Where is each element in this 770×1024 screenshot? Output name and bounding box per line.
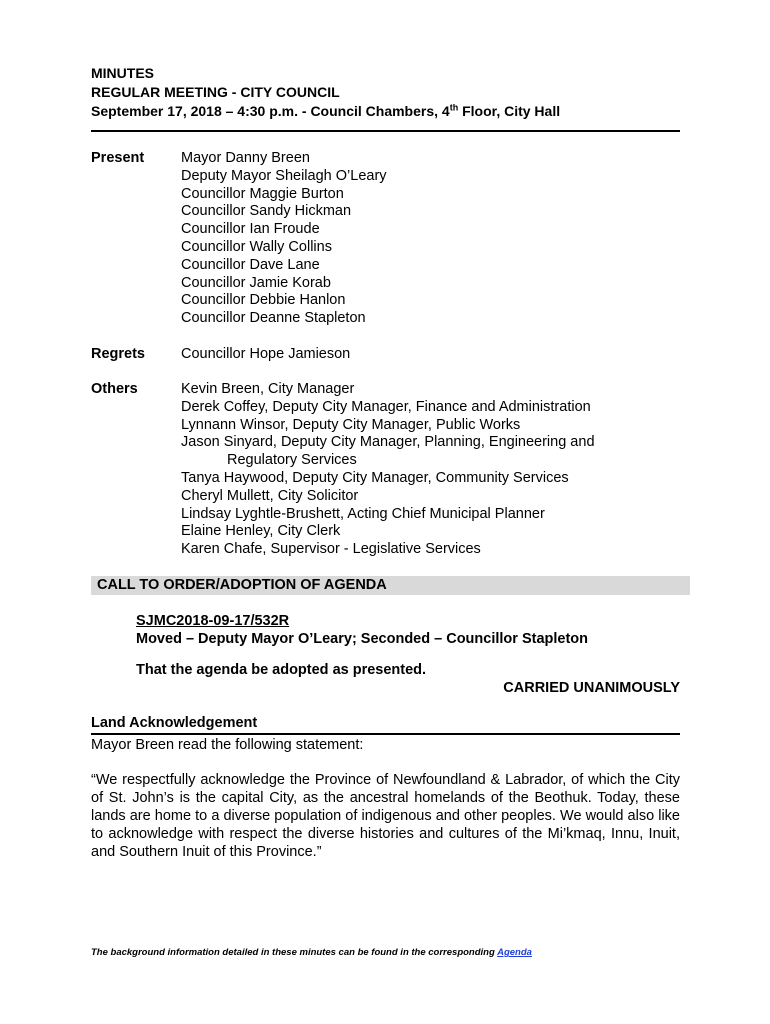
list-item: Tanya Haywood, Deputy City Manager, Community Services <box>181 469 569 486</box>
list-item: Councillor Wally Collins <box>181 238 332 255</box>
list-item: Karen Chafe, Supervisor - Legislative Services <box>181 541 481 558</box>
list-item: Kevin Breen, City Manager <box>181 381 355 397</box>
list-item: Councillor Sandy Hickman <box>181 203 352 220</box>
list-item: Councillor Dave Lane <box>181 256 320 273</box>
others-list <box>181 381 661 559</box>
regrets-list <box>181 346 661 364</box>
motion-id: SJMC2018-09-17/532R <box>136 613 290 629</box>
header-title: MINUTES <box>91 65 154 81</box>
document-header <box>91 64 560 121</box>
list-item: Councillor Ian Froude <box>181 221 320 238</box>
land-acknowledgement-lead: Mayor Breen read the following statement: <box>91 737 364 753</box>
list-item: Lindsay Lyghtle-Brushett, Acting Chief Municipal Planner <box>181 505 545 522</box>
list-item: Councillor Debbie Hanlon <box>181 292 346 309</box>
list-item: Deputy Mayor Sheilagh O’Leary <box>181 167 387 184</box>
motion-moved-seconded: Moved – Deputy Mayor O’Leary; Seconded – Councillor Stapleton <box>136 631 588 647</box>
land-acknowledgement-divider <box>91 733 680 735</box>
header-ordinal: th <box>449 102 459 113</box>
list-item: Lynnann Winsor, Deputy City Manager, Public Works <box>181 416 521 433</box>
list-item: Councillor Hope Jamieson <box>181 346 351 362</box>
header-date-location <box>91 102 560 121</box>
header-meeting-type: REGULAR MEETING - CITY COUNCIL <box>91 84 340 100</box>
land-acknowledgement-title: Land Acknowledgement <box>91 715 258 731</box>
present-list <box>181 150 661 328</box>
list-item: Councillor Maggie Burton <box>181 185 344 202</box>
list-item: Councillor Deanne Stapleton <box>181 310 366 327</box>
list-item: Elaine Henley, City Clerk <box>181 523 341 540</box>
motion-result: CARRIED UNANIMOUSLY <box>503 680 680 696</box>
others-label: Others <box>91 381 138 397</box>
call-to-order-title: CALL TO ORDER/ADOPTION OF AGENDA <box>97 577 387 593</box>
list-item: Mayor Danny Breen <box>181 150 310 166</box>
call-to-order-heading <box>91 576 690 595</box>
list-item: Cheryl Mullett, City Solicitor <box>181 487 359 504</box>
header-date-part1: September 17, 2018 – 4:30 p.m. - Council Chambers, 4 <box>91 103 450 119</box>
header-divider <box>91 130 680 132</box>
header-date-part2: Floor, City Hall <box>458 103 561 119</box>
footer-text: The background information detailed in these minutes can be found in the corresponding <box>91 947 498 958</box>
present-label: Present <box>91 150 145 166</box>
land-acknowledgement-statement: “We respectfully acknowledge the Province of Newfoundland & Labrador, of which the City of St. John’s is the capital City, as the ancestral homelands of the Beothuk. Today, these lands are home to a diverse population of indigenous and other peoples. We would also like to acknowledge with respect the diverse histories and cultures of the Mi’kmaq, Innu, Inuit, and Southern Inuit of this Province.” <box>91 772 680 860</box>
list-item-continuation: Regulatory Services <box>227 452 357 469</box>
agenda-link[interactable]: Agenda <box>497 947 532 958</box>
page-footer <box>91 947 532 958</box>
motion-block <box>136 612 588 648</box>
regrets-label: Regrets <box>91 346 145 362</box>
motion-resolution: That the agenda be adopted as presented. <box>136 662 427 678</box>
list-item: Derek Coffey, Deputy City Manager, Finance and Administration <box>181 398 591 415</box>
list-item: Councillor Jamie Korab <box>181 274 331 291</box>
list-item: Jason Sinyard, Deputy City Manager, Planning, Engineering and <box>181 434 595 451</box>
